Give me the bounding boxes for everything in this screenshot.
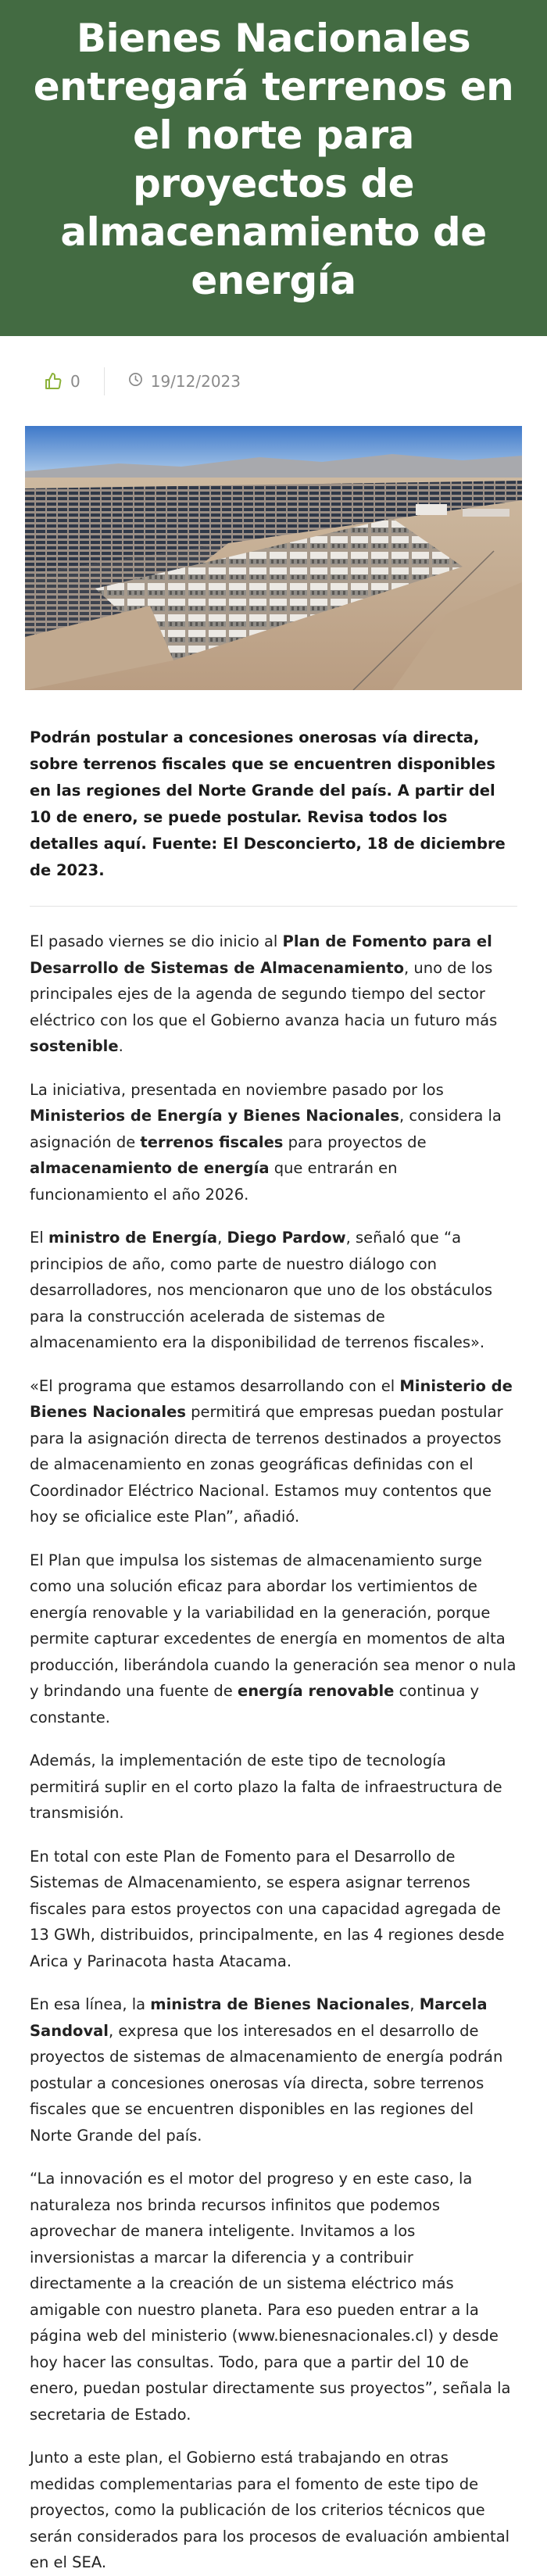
publish-date (128, 372, 241, 391)
text-span: «El programa que estamos desarrollando con el (30, 1376, 400, 1395)
text-span: continua y constante. (30, 1682, 480, 1726)
bold-text: Ministerio de Bienes Nacionales (30, 1376, 513, 1421)
bold-text: Diego Pardow (227, 1229, 346, 1247)
article-paragraph: En total con este Plan de Fomento para el Desarrollo de Sistemas de Almacenamiento, se espera asignar terrenos fiscales para estos proyectos con una capacidad agregada de 13 GWh, distribuidos, principalmente, en las 4 regiones desde Arica y Parinacota hasta Atacama. (30, 1847, 505, 1970)
date-text: 19/12/2023 (150, 371, 241, 391)
article-paragraph: Además, la implementación de este tipo de tecnología permitirá suplir en el corto plazo la falta de infraestructura de transmisión. (30, 1751, 502, 1822)
article-paragraph (30, 1077, 517, 1208)
thumbs-up-icon (44, 372, 63, 391)
bold-text: Marcela Sandoval (30, 1995, 488, 2040)
article-paragraph: “La innovación es el motor del progreso y en este caso, la naturaleza nos brinda recursos infinitos que podemos aprovechar de manera inteligente. Invitamos a los inversionistas a marcar la diferencia y a contribuir directamente a la creación de un sistema eléctrico más amigable con nuestro planeta. Para eso pueden entrar a la página web del ministerio (www.bienesnacionales.cl) y desde hoy hacer las consultas. Todo, para que a partir del 10 de enero, puedan postular directamente sus proyectos”, señala la secretaria de Estado. (30, 2170, 511, 2424)
text-span: . (118, 1037, 123, 1055)
article-paragraph: Junto a este plan, el Gobierno está trabajando en otras medidas complementarias para el fomento de este tipo de proyectos, como la publicación de los criterios técnicos que serán considerados para los procesos de evaluación ambiental en el SEA. (30, 2449, 510, 2571)
text-span: , uno de los principales ejes de la agenda de segundo tiempo del sector eléctrico con los que el Gobierno avanza hacia un futuro más (30, 958, 498, 1029)
text-span: que entrarán en funcionamiento el año 2026. (30, 1159, 398, 1204)
article-meta (0, 336, 547, 426)
text-span: , (217, 1229, 227, 1247)
article-paragraph (30, 1991, 517, 2148)
bold-text: Plan de Fomento para el Desarrollo de Sistemas de Almacenamiento (30, 932, 492, 977)
bold-text: terrenos fiscales (140, 1132, 284, 1151)
text-span: El Plan que impulsa los sistemas de almacenamiento surge como una solución eficaz para abordar los vertimientos de energía renovable y la variabilidad en la generación, porque permite capturar excedentes de energía en momentos de alta producción, liberándola cuando la generación sea menor o nula y brindando una fuente de (30, 1551, 517, 1700)
article-paragraph (30, 928, 517, 1060)
article-image (25, 426, 522, 690)
text-span: para proyectos de (283, 1132, 427, 1151)
article-paragraph (30, 1547, 517, 1731)
bold-text: sostenible (30, 1037, 119, 1055)
clock-icon (128, 372, 143, 391)
article-paragraph (30, 1373, 517, 1530)
text-span: En esa línea, la (30, 1995, 151, 2013)
text-span: , (409, 1995, 420, 2013)
bold-text: ministra de Bienes Nacionales (150, 1995, 410, 2013)
article-header (0, 0, 547, 336)
article-lead: Podrán postular a concesiones onerosas vía directa, sobre terrenos fiscales que se encuentren disponibles en las regiones del Norte Grande del país. A partir del 10 de enero, se puede postular. Revisa todos los detalles aquí. Fuente: El Desconcierto, 18 de diciembre de 2023. (30, 724, 517, 907)
like-button[interactable] (44, 372, 80, 391)
article-paragraph (30, 1225, 517, 1356)
bold-text: ministro de Energía (48, 1229, 218, 1247)
article-title: Bienes Nacionales entregará terrenos en el norte para proyectos de almacenamiento de energía (33, 16, 514, 303)
bold-text: almacenamiento de energía (30, 1159, 270, 1177)
text-span: La iniciativa, presentada en noviembre pasado por los (30, 1080, 444, 1099)
meta-divider (104, 367, 105, 395)
bold-text: energía renovable (237, 1682, 395, 1700)
like-count: 0 (70, 371, 80, 391)
text-span: , considera la asignación de (30, 1107, 502, 1151)
text-span: , señaló que “a principios de año, como parte de nuestro diálogo con desarrolladores, nos mencionaron que uno de los obstáculos para la construcción acelerada de sistemas de almacenamiento era la disponibilidad de terrenos fiscales». (30, 1229, 493, 1351)
text-span: permitirá que empresas puedan postular para la asignación directa de terrenos destinados a proyectos de almacenamiento en zonas geográficas definidas con el Coordinador Eléctrico Nacional. Estamos muy contentos que hoy se oficialice este Plan”, añadió. (30, 1403, 503, 1526)
bold-text: Ministerios de Energía y Bienes Nacionales (30, 1107, 399, 1125)
article-body (0, 724, 547, 2576)
text-span: , expresa que los interesados en el desarrollo de proyectos de sistemas de almacenamiento de energía podrán postular a concesiones onerosas vía directa, sobre terrenos fiscales que se encuentren disponibles en las regiones del Norte Grande del país. (30, 2021, 503, 2145)
text-span: El (30, 1229, 48, 1247)
text-span: El pasado viernes se dio inicio al (30, 932, 283, 950)
